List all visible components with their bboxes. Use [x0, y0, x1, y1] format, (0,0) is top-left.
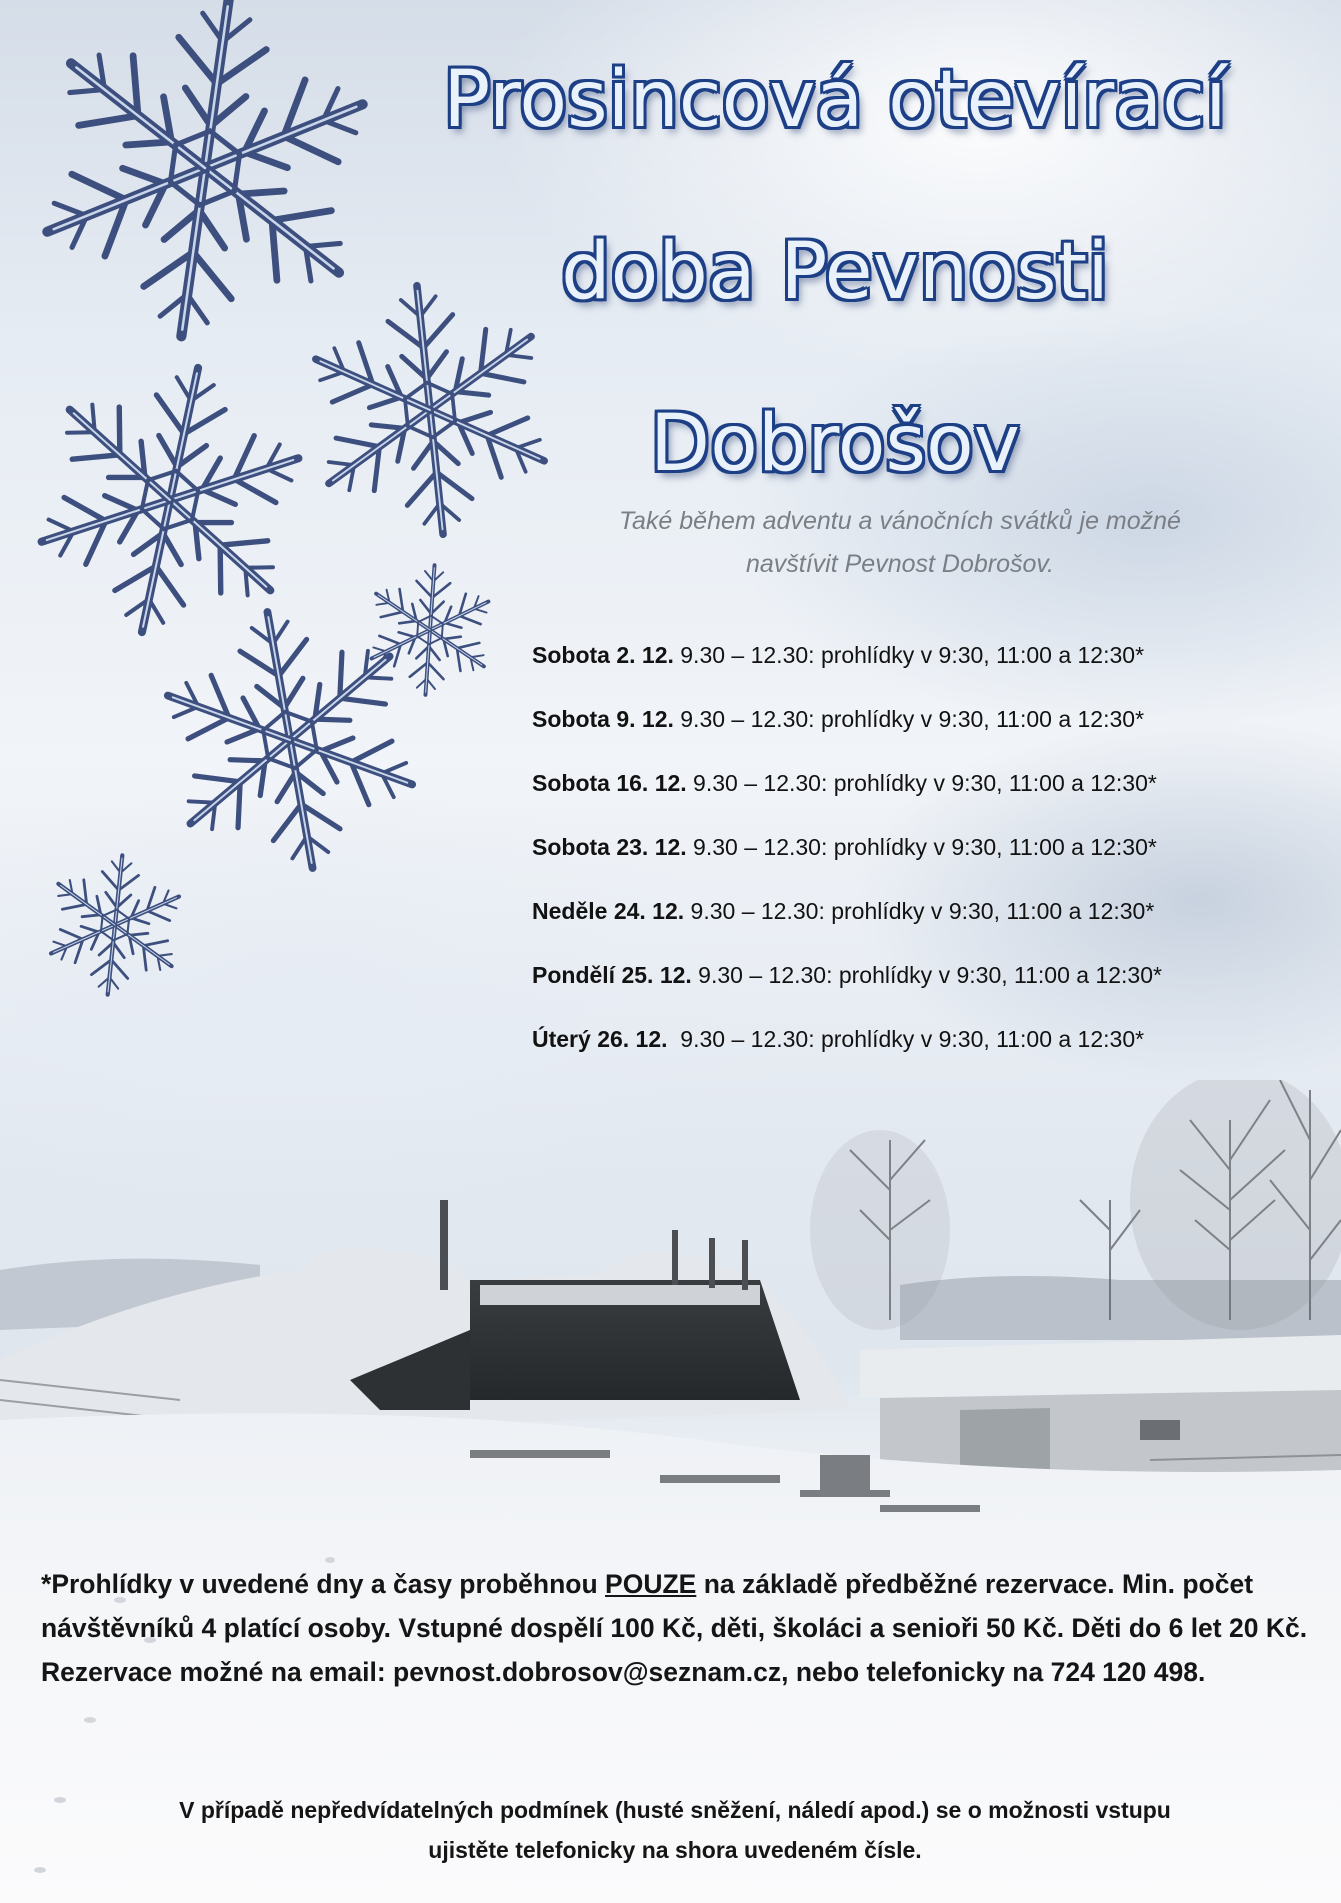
schedule-day: Sobota 9. 12. [532, 706, 674, 732]
schedule-row [532, 770, 1322, 834]
schedule-hours: 9.30 – 12.30: prohlídky v 9:30, 11:00 a 12:30* [686, 834, 1157, 860]
schedule-day: Pondělí 25. 12. [532, 962, 692, 988]
schedule-hours: 9.30 – 12.30: prohlídky v 9:30, 11:00 a 12:30* [673, 642, 1145, 668]
opening-schedule [532, 642, 1322, 1090]
warning-line: ujistěte telefonicky na shora uvedeném čísle. [428, 1837, 922, 1863]
title-line: doba Pevnosti [561, 227, 1109, 317]
notice-text: *Prohlídky v uvedené dny a časy proběhnou [41, 1569, 606, 1599]
snowflake-icon [140, 589, 440, 890]
notice-text: na základě předběžné rezervace. Min. počet návštěvníků 4 platící osoby. Vstupné dospělí 100 Kč, děti, školáci a senioři 50 Kč. Děti do 6 let 20 Kč. Rezervace možné na email: pevnost.dobrosov@seznam.cz, nebo telefonicky na 724 120 498. [41, 1569, 1308, 1687]
title-line: Dobrošov [650, 399, 1020, 489]
intro-text [540, 500, 1260, 586]
schedule-hours: 9.30 – 12.30: prohlídky v 9:30, 11:00 a 12:30* [673, 706, 1145, 732]
schedule-row [532, 1026, 1322, 1090]
snowflake-icon [14, 0, 397, 360]
schedule-row [532, 898, 1322, 962]
schedule-hours: 9.30 – 12.30: prohlídky v 9:30, 11:00 a 12:30* [667, 1026, 1145, 1052]
schedule-hours: 9.30 – 12.30: prohlídky v 9:30, 11:00 a 12:30* [686, 770, 1157, 796]
poster-title [395, 14, 1275, 530]
reservation-notice [41, 1562, 1331, 1694]
schedule-day: Sobota 16. 12. [532, 770, 687, 796]
intro-line: navštívit Pevnost Dobrošov. [745, 550, 1054, 578]
schedule-row [532, 834, 1322, 898]
schedule-row [532, 642, 1322, 706]
snowflake-icon [38, 848, 191, 1002]
schedule-day: Sobota 2. 12. [532, 642, 674, 668]
schedule-hours: 9.30 – 12.30: prohlídky v 9:30, 11:00 a 12:30* [691, 962, 1162, 988]
fortress-winter-scene [0, 1080, 1341, 1903]
schedule-row [532, 962, 1322, 1026]
weather-warning [70, 1790, 1280, 1870]
intro-line: Také během adventu a vánočních svátků je možné [619, 507, 1181, 535]
schedule-day: Sobota 23. 12. [532, 834, 687, 860]
title-line: Prosincová otevírací [443, 55, 1227, 145]
schedule-hours: 9.30 – 12.30: prohlídky v 9:30, 11:00 a 12:30* [684, 898, 1155, 924]
schedule-row [532, 706, 1322, 770]
schedule-day: Neděle 24. 12. [532, 898, 685, 924]
snowflake-icon [10, 340, 329, 660]
schedule-day: Úterý 26. 12. [532, 1026, 668, 1052]
notice-emphasis: POUZE [605, 1569, 697, 1599]
warning-line: V případě nepředvídatelných podmínek (husté sněžení, náledí apod.) se o možnosti vstupu [179, 1797, 1171, 1823]
